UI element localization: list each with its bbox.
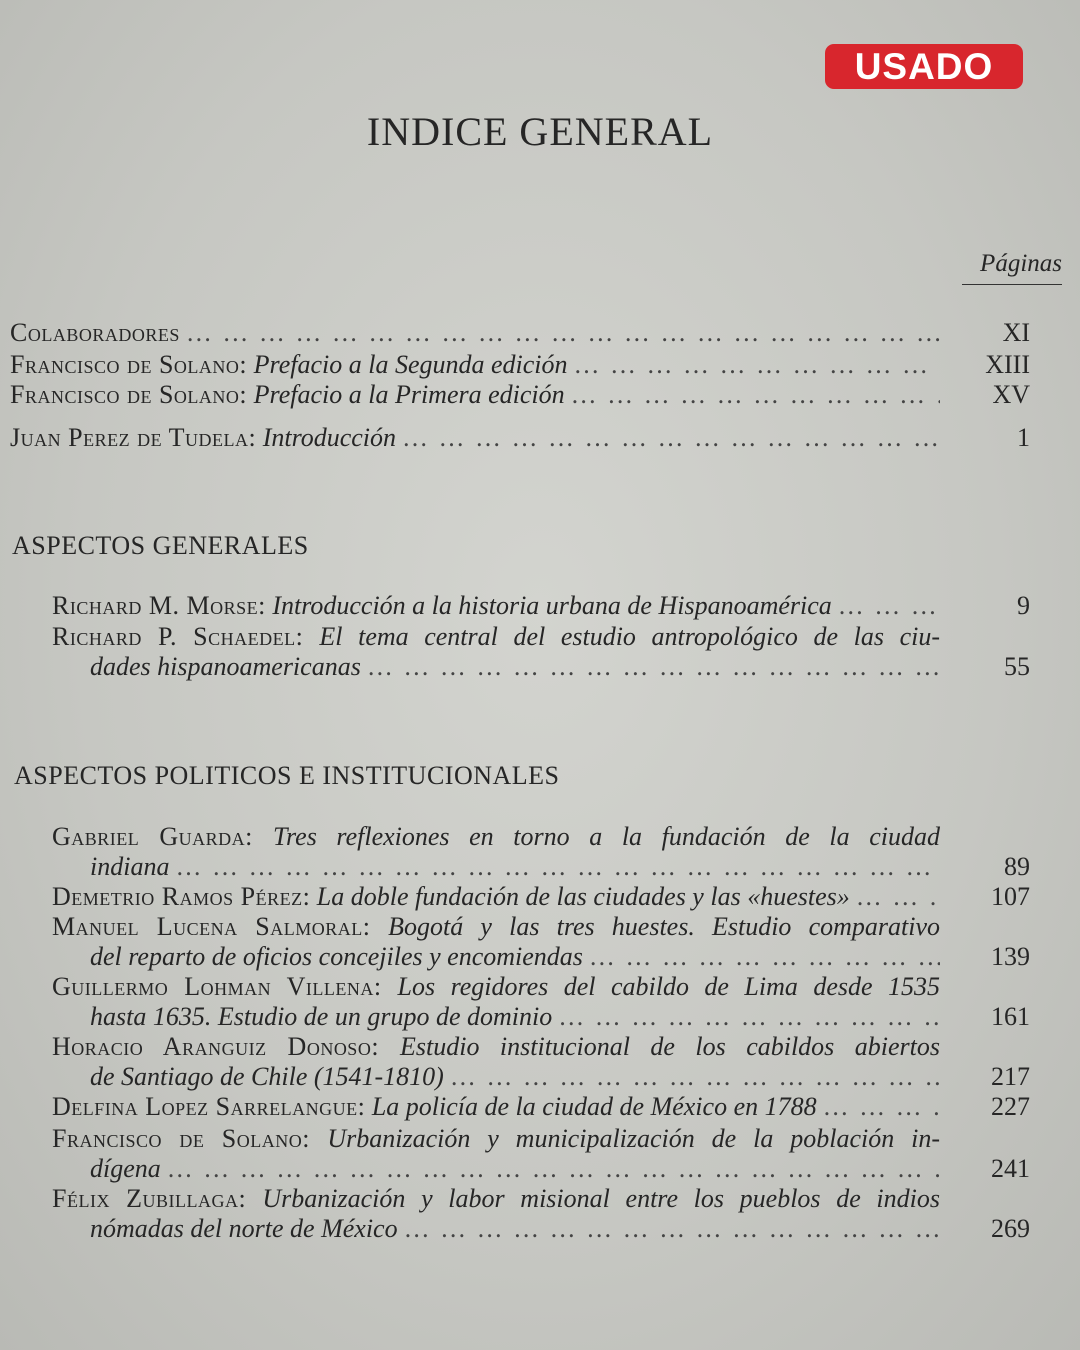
entry-page: 269 [991,1214,1030,1243]
entry-author: Colaboradores [10,318,180,347]
entry-author: Juan Perez de Tudela: [10,423,257,452]
entry-first-line [52,1032,940,1062]
entry-page: 89 [1004,852,1030,881]
dot-leader [398,1214,940,1244]
section-heading: ASPECTOS GENERALES [12,531,309,560]
dot-leader [396,423,940,453]
entry-title-continuation: de Santiago de Chile (1541-1810) [90,1062,444,1091]
entry-author: Manuel Lucena Salmoral: [52,912,389,941]
entry-title: Bogotá y las tres huestes. Estudio comparativo [388,912,940,941]
entry-author: Francisco de Solano: [10,350,248,379]
entry-title: Urbanización y municipalización de la población in- [327,1124,940,1153]
entry-first-line [52,822,940,852]
entry-page: 55 [1004,652,1030,681]
toc-entry [52,882,1030,912]
pages-column-label: Páginas [962,250,1062,285]
front-matter-entry [10,318,1030,348]
entry-page: 227 [991,1092,1030,1121]
toc-entry-continuation [90,1214,1030,1244]
section-heading: ASPECTOS POLITICOS E INSTITUCIONALES [14,761,560,790]
toc-entry [52,1092,1030,1122]
toc-entry-continuation [90,1062,1030,1092]
toc-entry-continuation [90,942,1030,972]
entry-first-line [52,622,940,652]
entry-page: 9 [1017,591,1030,620]
entry-author: Richard P. Schaedel: [52,622,320,651]
dot-leader [180,318,940,348]
dot-leader [444,1062,940,1092]
entry-title: Introducción a la historia urbana de Hispanoamérica [265,591,832,620]
entry-title: Urbanización y labor misional entre los pueblos de indios [262,1184,940,1213]
entry-title-continuation: dígena [90,1154,161,1183]
dot-leader [817,1092,940,1122]
entry-page: XIII [985,350,1030,379]
dot-leader [850,882,940,912]
used-badge: USADO [825,44,1023,89]
dot-leader [583,942,940,972]
entry-page: 217 [991,1062,1030,1091]
entry-title-continuation: dades hispanoamericanas [90,652,361,681]
entry-author: Richard M. Morse: [52,591,266,620]
entry-page: 107 [991,882,1030,911]
toc-entry-continuation [90,852,1030,882]
entry-author: Guillermo Lohman Villena: [52,972,398,1001]
entry-page: XV [992,380,1030,409]
toc-entry [52,972,940,1002]
entry-title: Prefacio a la Primera edición [247,380,565,409]
entry-author: Horacio Aranguiz Donoso: [52,1032,401,1061]
dot-leader [568,350,940,380]
entry-title: Estudio institucional de los cabildos abiertos [400,1032,940,1061]
entry-page: 161 [991,1002,1030,1031]
toc-entry [52,591,1030,621]
entry-page: XI [1002,318,1030,347]
entry-title: Tres reflexiones en torno a la fundación de la ciudad [272,822,940,851]
entry-title: Prefacio a la Segunda edición [247,350,568,379]
toc-entry [52,1032,940,1062]
entry-author: Delfina Lopez Sarrelangue: [52,1092,366,1121]
entry-title: Introducción [256,423,397,452]
entry-title-continuation: nómadas del norte de México [90,1214,398,1243]
front-matter-entry [10,423,1030,453]
entry-title-continuation: del reparto de oficios concejiles y encomiendas [90,942,583,971]
front-matter-entry [10,380,1030,410]
entry-first-line [52,972,940,1002]
toc-entry [52,822,940,852]
toc-entry [52,1124,940,1154]
toc-entry-continuation [90,1154,1030,1184]
entry-title: Los regidores del cabildo de Lima desde 1535 [397,972,940,1001]
dot-leader [832,591,940,621]
entry-title-continuation: indiana [90,852,170,881]
entry-first-line [52,912,940,942]
entry-author: Gabriel Guarda: [52,822,273,851]
entry-page: 241 [991,1154,1030,1183]
entry-first-line [52,1184,940,1214]
toc-entry-continuation [90,1002,1030,1032]
front-matter-entry [10,350,1030,380]
toc-entry-continuation [90,652,1030,682]
entry-title: La doble fundación de las ciudades y las «huestes» [310,882,850,911]
page-title: INDICE GENERAL [366,109,714,154]
entry-author: Demetrio Ramos Pérez: [52,882,311,911]
dot-leader [552,1002,940,1032]
entry-page: 139 [991,942,1030,971]
toc-entry [52,1184,940,1214]
entry-author: Francisco de Solano: [10,380,248,409]
dot-leader [169,852,940,882]
entry-title: La policía de la ciudad de México en 1788 [365,1092,817,1121]
dot-leader [565,380,940,410]
toc-entry [52,622,940,652]
entry-page: 1 [1017,423,1030,452]
dot-leader [361,652,940,682]
entry-author: Félix Zubillaga: [52,1184,263,1213]
entry-first-line [52,1124,940,1154]
entry-author: Francisco de Solano: [52,1124,328,1153]
entry-title-continuation: hasta 1635. Estudio de un grupo de dominio [90,1002,553,1031]
entry-title: El tema central del estudio antropológico de las ciu- [319,622,940,651]
dot-leader [161,1154,940,1184]
toc-entry [52,912,940,942]
